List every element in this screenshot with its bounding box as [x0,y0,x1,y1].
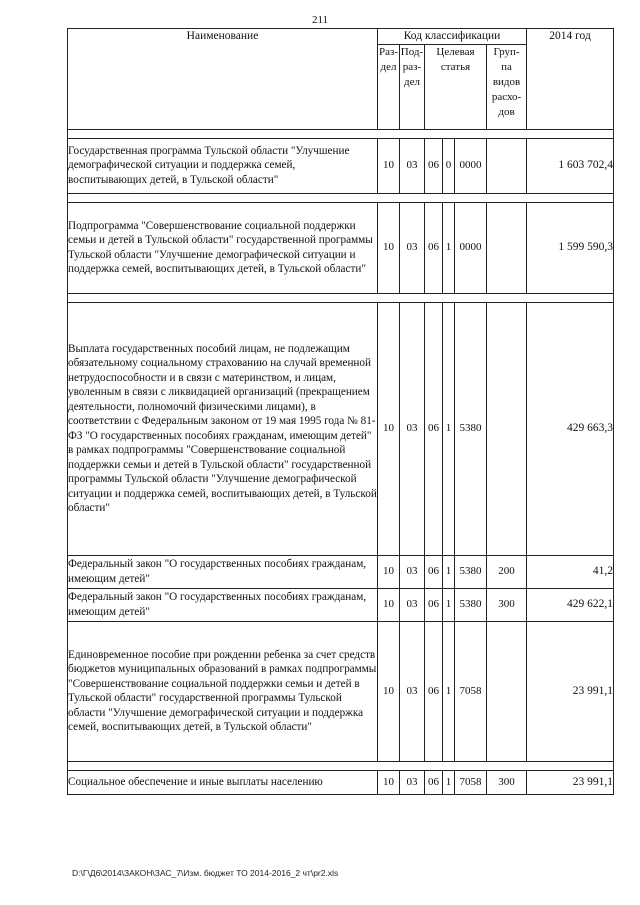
row-ts1: 06 [425,588,443,621]
row-razdel: 10 [378,555,400,588]
row-ts3: 0000 [455,202,487,293]
row-razdel: 10 [378,138,400,193]
row-vid: 200 [487,555,527,588]
row-vid [487,202,527,293]
row-razdel: 10 [378,770,400,794]
row-podrazdel: 03 [400,202,425,293]
row-sum: 41,2 [527,555,614,588]
row-razdel: 10 [378,302,400,555]
row-vid [487,138,527,193]
row-ts1: 06 [425,555,443,588]
table-row [68,555,614,588]
table-row [68,202,614,293]
row-sum: 429 663,3 [527,302,614,555]
row-podrazdel: 03 [400,621,425,761]
table-row [68,770,614,794]
row-name: Федеральный закон "О государственных пособиях гражданам, имеющим детей" [68,588,378,621]
row-sum: 1 599 590,3 [527,202,614,293]
header-name: Наименование [68,29,378,130]
row-name: Единовременное пособие при рождении ребенка за счет средств бюджетов муниципальных образований в рамках подпрограммы "Совершенствование социальной поддержки семьи и детей в Тульской области" государственной программы Тульской области "Улучшение демографической ситуации и поддержка семей, воспитывающих детей, в Тульской области" [68,621,378,761]
row-ts2: 1 [443,588,455,621]
table-row [68,588,614,621]
file-path-footer: D:\Г\Д6\2014\ЗАКОН\ЗАС_7\Изм. бюджет ТО 2014-2016_2 чт\pr2.xls [72,868,339,878]
row-name: Подпрограмма "Совершенствование социальной поддержки семьи и детей в Тульской области" государственной программы Тульской области "Улучшение демографической ситуации и поддержка семей, воспитывающих детей, в Тульской области" [68,202,378,293]
header-section: Раз- дел [378,44,400,129]
header-expense-group: Груп- па видов расхо- дов [487,44,527,129]
header-subsection: Под- раз- дел [400,44,425,129]
row-sum: 23 991,1 [527,621,614,761]
row-vid [487,302,527,555]
budget-table [67,28,614,795]
row-ts1: 06 [425,302,443,555]
row-razdel: 10 [378,621,400,761]
row-ts2: 1 [443,770,455,794]
row-ts3: 5380 [455,555,487,588]
row-podrazdel: 03 [400,302,425,555]
page-number: 211 [311,14,329,26]
row-razdel: 10 [378,202,400,293]
header-target-article: Целевая статья [425,44,487,129]
row-vid: 300 [487,770,527,794]
header-year: 2014 год [527,29,614,130]
header-classification: Код классификации [378,29,527,45]
row-podrazdel: 03 [400,770,425,794]
row-sum: 1 603 702,4 [527,138,614,193]
spacer-row [68,293,614,302]
row-vid [487,621,527,761]
table-row [68,302,614,555]
header-row-top [68,29,614,45]
row-sum: 429 622,1 [527,588,614,621]
row-ts3: 0000 [455,138,487,193]
row-ts3: 7058 [455,770,487,794]
row-name: Выплата государственных пособий лицам, не подлежащим обязательному социальному страхованию на случай временной нетрудоспособности и в связи с материнством, и лицам, уволенным в связи с ликвидацией организаций (прекращением деятельности, полномочий физическими лицами), в соответствии с Федеральным законом от 19 мая 1995 года № 81-ФЗ "О государственных пособиях гражданам, имеющим детей" в рамках подпрограммы "Совершенствование социальной поддержки семьи и детей в Тульской области" государственной программы Тульской области "Улучшение демографической ситуации и поддержка семей, воспитывающих детей, в Тульской области" [68,302,378,555]
row-razdel: 10 [378,588,400,621]
spacer-row [68,761,614,770]
row-ts2: 0 [443,138,455,193]
row-ts2: 1 [443,302,455,555]
row-ts3: 5380 [455,588,487,621]
row-sum: 23 991,1 [527,770,614,794]
row-name: Социальное обеспечение и иные выплаты населению [68,770,378,794]
row-vid: 300 [487,588,527,621]
row-podrazdel: 03 [400,138,425,193]
spacer-row [68,129,614,138]
row-ts2: 1 [443,202,455,293]
table-row [68,621,614,761]
row-ts3: 5380 [455,302,487,555]
row-ts2: 1 [443,555,455,588]
row-podrazdel: 03 [400,555,425,588]
row-ts1: 06 [425,138,443,193]
row-name: Федеральный закон "О государственных пособиях гражданам, имеющим детей" [68,555,378,588]
spacer-row [68,193,614,202]
row-name: Государственная программа Тульской области "Улучшение демографической ситуации и поддержка семей, воспитывающих детей, в Тульской области" [68,138,378,193]
table-row [68,138,614,193]
row-ts1: 06 [425,202,443,293]
row-ts1: 06 [425,621,443,761]
row-ts3: 7058 [455,621,487,761]
row-podrazdel: 03 [400,588,425,621]
row-ts1: 06 [425,770,443,794]
row-ts2: 1 [443,621,455,761]
